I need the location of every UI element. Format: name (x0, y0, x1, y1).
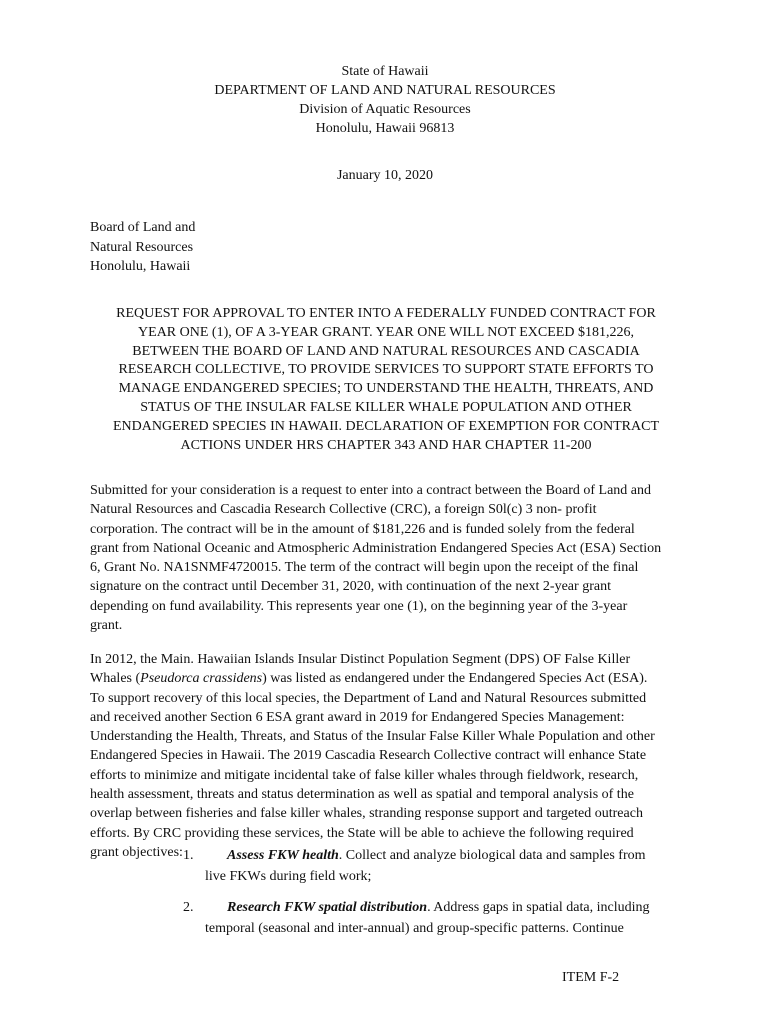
paragraph-line: Endangered Species in Hawaii. The 2019 Cascadia Research Collective contract will enhance State (90, 748, 647, 764)
paragraph-line: Natural Resources and Cascadia Research Collective (CRC), a foreign S0l(c) 3 non- profit (90, 502, 597, 518)
objective-line (205, 845, 665, 866)
objective-line: temporal (seasonal and inter-annual) and group-specific patterns. Continue (205, 921, 624, 936)
paragraph-line: Submitted for your consideration is a request to enter into a contract between the Board of Land and (90, 483, 651, 498)
paragraph-line: In 2012, the Main. Hawaiian Islands Insular Distinct Population Segment (DPS) OF False Killer (90, 652, 631, 667)
species-name: Pseudorca crassidens (140, 671, 263, 687)
body-paragraph-2 (90, 650, 686, 862)
subject-heading (96, 305, 676, 455)
objective-description: . Collect and analyze biological data and samples from (338, 848, 646, 863)
paragraph-line: corporation. The contract will be in the amount of $181,226 and is funded solely from the federal (90, 521, 635, 537)
paragraph-line: health assessment, threats and status determination as well as spatial and temporal analysis of the (90, 787, 634, 803)
objective-line: live FKWs during field work; (205, 869, 372, 884)
letterhead-division: Division of Aquatic Resources (299, 102, 471, 117)
letterhead (0, 62, 770, 138)
body-paragraph-1 (90, 481, 686, 635)
letterhead-state: State of Hawaii (341, 64, 429, 79)
addressee-line: Honolulu, Hawaii (90, 259, 191, 274)
objective-text (205, 845, 665, 887)
objective-title: Research FKW spatial distribution (227, 900, 428, 915)
subject-line: REQUEST FOR APPROVAL TO ENTER INTO A FEDERALLY FUNDED CONTRACT FOR (116, 306, 656, 321)
addressee-line: Board of Land and (90, 220, 196, 235)
paragraph-line: signature on the contract until December 31, 2020, with continuation of the next 2-year grant (90, 579, 611, 595)
paragraph-line: 6, Grant No. NA1SNMF4720015. The term of the contract will begin upon the receipt of the final (90, 560, 639, 576)
paragraph-line: efforts. By CRC providing these services, the State will be able to achieve the following required (90, 825, 634, 841)
objective-item-2 (183, 897, 683, 941)
letter-date: January 10, 2020 (336, 168, 434, 183)
subject-line: BETWEEN THE BOARD OF LAND AND NATURAL RESOURCES AND CASCADIA (132, 343, 640, 359)
subject-line: YEAR ONE (1), OF A 3-YEAR GRANT. YEAR ONE WILL NOT EXCEED $181,226, (138, 324, 634, 340)
objective-number: 1. (183, 848, 194, 863)
objective-item-1 (183, 845, 683, 889)
paragraph-text: ) was listed as endangered under the Endangered Species Act (ESA). (262, 671, 648, 687)
paragraph-line: grant. (90, 618, 123, 634)
addressee-line: Natural Resources (90, 239, 194, 255)
objective-description: . Address gaps in spatial data, including (427, 900, 650, 915)
paragraph-line: grant objectives: (90, 844, 183, 860)
objective-text (205, 897, 665, 939)
subject-line: STATUS OF THE INSULAR FALSE KILLER WHALE POPULATION AND OTHER (140, 399, 632, 415)
subject-line: MANAGE ENDANGERED SPECIES; TO UNDERSTAND THE HEALTH, THREATS, AND (118, 381, 654, 397)
subject-line: RESEARCH COLLECTIVE, TO PROVIDE SERVICES TO SUPPORT STATE EFFORTS TO (118, 362, 654, 378)
subject-line: ACTIONS UNDER HRS CHAPTER 343 AND HAR CHAPTER 11-200 (180, 437, 592, 453)
paragraph-line: grant from National Oceanic and Atmospheric Administration Endangered Species Act (ESA) Section (90, 540, 662, 556)
objective-line (205, 897, 665, 918)
paragraph-text: Whales ( (90, 671, 141, 687)
paragraph-line: overlap between fisheries and false killer whales, stranding response support and targeted outreach (90, 806, 643, 822)
paragraph-line: efforts to minimize and mitigate incidental take of false killer whales through fieldwork, research, (90, 767, 639, 783)
paragraph-line (90, 669, 686, 688)
item-number: ITEM F-2 (562, 970, 620, 985)
objective-number: 2. (183, 900, 194, 915)
paragraph-line: depending on fund availability. This represents year one (1), on the beginning year of the 3-year (90, 598, 628, 614)
paragraph-line: Understanding the Health, Threats, and Status of the Insular False Killer Whale Population and other (90, 729, 655, 745)
addressee-block (90, 218, 195, 277)
paragraph-line: To support recovery of this local species, the Department of Land and Natural Resources submitted (90, 690, 647, 706)
letterhead-department: DEPARTMENT OF LAND AND NATURAL RESOURCES (214, 83, 556, 98)
subject-line: ENDANGERED SPECIES IN HAWAII. DECLARATION OF EXEMPTION FOR CONTRACT (112, 418, 660, 434)
letterhead-address: Honolulu, Hawaii 96813 (315, 121, 455, 136)
paragraph-line: and received another Section 6 ESA grant award in 2019 for Endangered Species Management: (90, 709, 625, 725)
objective-title: Assess FKW health (227, 848, 339, 863)
